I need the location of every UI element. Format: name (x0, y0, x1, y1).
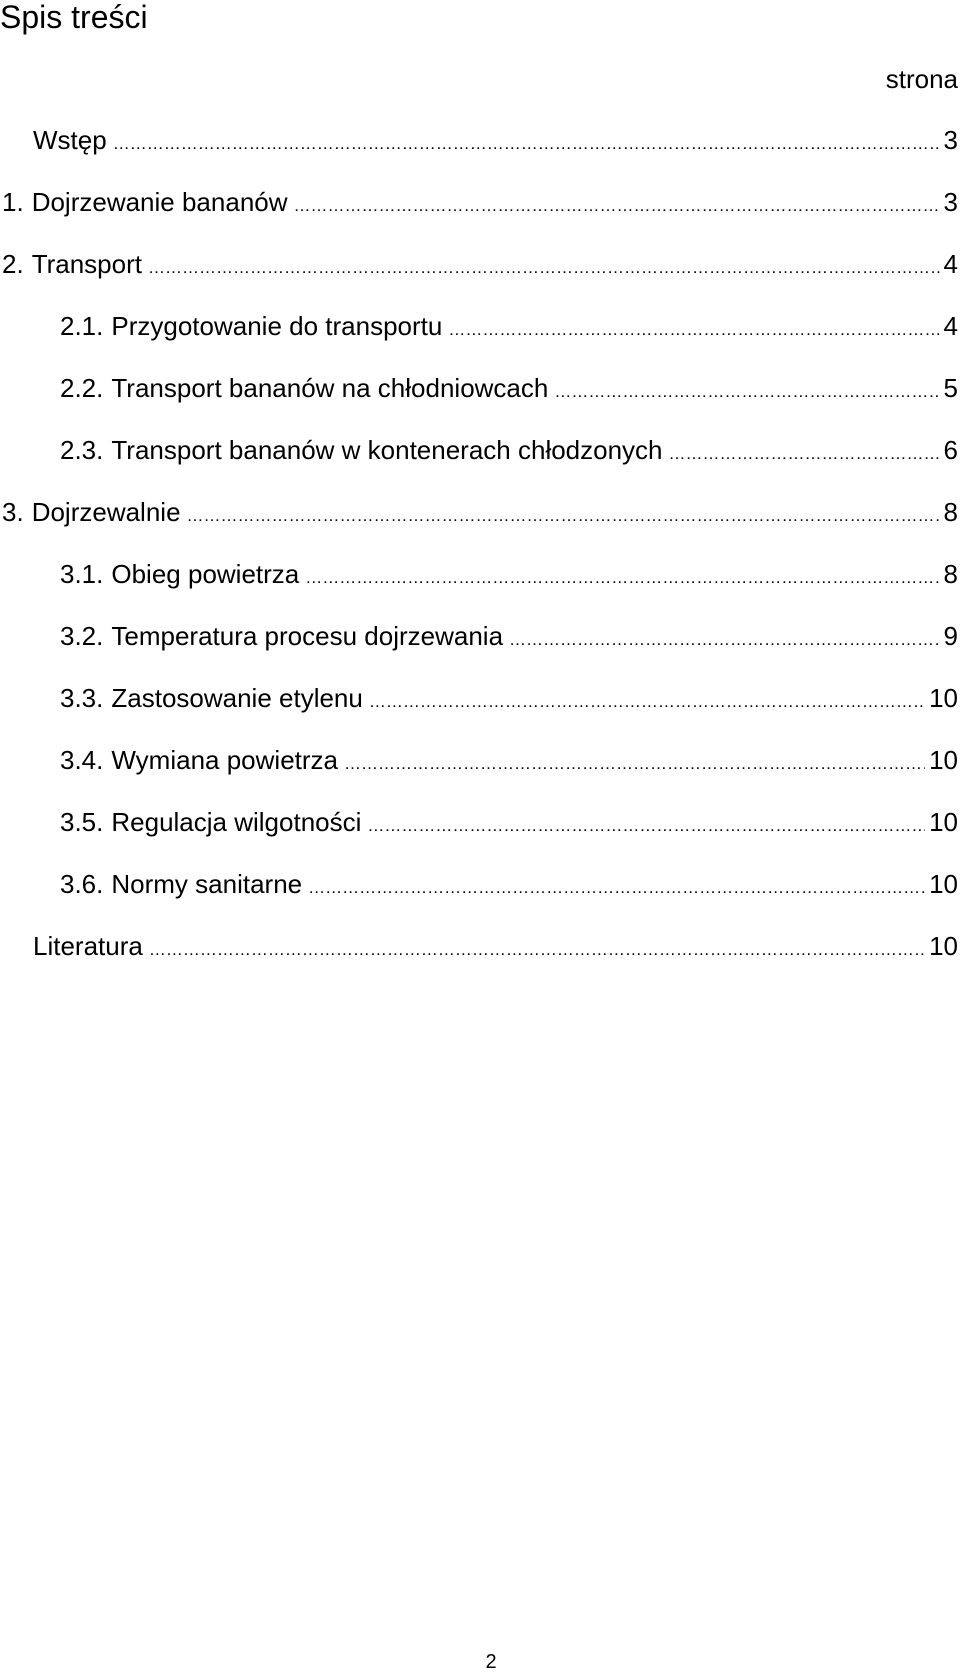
toc-entry-number: 3.5. (60, 807, 104, 837)
toc-entry-page: 3 (943, 125, 958, 155)
toc-dot-leader (367, 811, 925, 841)
toc-dot-leader (669, 439, 940, 469)
toc-dot-leader (448, 315, 939, 345)
toc-entry-3-3[interactable] (0, 683, 958, 745)
toc-entry-3-1[interactable] (0, 559, 958, 621)
toc-entry-number: 2.2. (60, 373, 104, 403)
toc-entry-label: Zastosowanie etylenu (111, 683, 363, 713)
toc-dot-leader (148, 253, 940, 283)
toc-entry-literatura[interactable] (0, 931, 958, 993)
toc-entry-page: 10 (929, 931, 958, 961)
toc-dot-leader (305, 563, 939, 593)
toc-entry-2-2[interactable] (0, 373, 958, 435)
toc-dot-leader (113, 129, 940, 159)
toc-dot-leader (294, 191, 940, 221)
toc-entry-page: 8 (943, 559, 958, 589)
toc-entry-3[interactable] (0, 497, 958, 559)
toc-entry-number: 3.1. (60, 559, 104, 589)
toc-entry-label: Wstęp (33, 125, 107, 155)
toc-entry-2-1[interactable] (0, 311, 958, 373)
toc-entry-label: Literatura (33, 931, 143, 961)
toc-title: Spis treści (0, 0, 148, 35)
toc-dot-leader (554, 377, 939, 407)
toc-entry-number: 3.3. (60, 683, 104, 713)
toc-entry-3-4[interactable] (0, 745, 958, 807)
toc-entry-number: 2.3. (60, 435, 104, 465)
toc-entry-page: 10 (929, 869, 958, 899)
toc-dot-leader (149, 935, 925, 965)
toc-entry-number: 2.1. (60, 311, 104, 341)
toc-entry-label: Transport bananów na chłodniowcach (111, 373, 549, 403)
page-number: 2 (485, 1651, 497, 1673)
toc-entry-page: 9 (943, 621, 958, 651)
toc-entry-wstep[interactable] (0, 125, 958, 187)
toc-entry-label: Transport bananów w kontenerach chłodzonych (111, 435, 663, 465)
toc-entry-page: 10 (929, 807, 958, 837)
toc-dot-leader (369, 687, 925, 717)
toc-entry-label: Wymiana powietrza (111, 745, 338, 775)
toc-entry-page: 10 (929, 683, 958, 713)
toc-entry-number: 3. (2, 497, 24, 527)
toc-entry-number: 1. (2, 187, 24, 217)
toc-entry-3-2[interactable] (0, 621, 958, 683)
toc-entry-page: 8 (943, 497, 958, 527)
toc-entry-page: 3 (943, 187, 958, 217)
table-of-contents (0, 125, 958, 993)
toc-entry-3-5[interactable] (0, 807, 958, 869)
toc-entry-2[interactable] (0, 249, 958, 311)
toc-entry-page: 6 (943, 435, 958, 465)
toc-entry-number: 3.6. (60, 869, 104, 899)
toc-dot-leader (344, 749, 925, 779)
toc-entry-label: Dojrzewalnie (31, 497, 181, 527)
toc-entry-label: Obieg powietrza (111, 559, 300, 589)
page-column-header: strona (885, 64, 958, 94)
toc-entry-page: 10 (929, 745, 958, 775)
toc-entry-number: 3.4. (60, 745, 104, 775)
toc-entry-3-6[interactable] (0, 869, 958, 931)
toc-dot-leader (308, 873, 925, 903)
toc-entry-label: Normy sanitarne (111, 869, 303, 899)
toc-entry-number: 2. (2, 249, 24, 279)
toc-dot-leader (509, 625, 940, 655)
toc-entry-number: 3.2. (60, 621, 104, 651)
toc-entry-label: Przygotowanie do transportu (111, 311, 443, 341)
toc-entry-label: Temperatura procesu dojrzewania (111, 621, 504, 651)
toc-entry-1[interactable] (0, 187, 958, 249)
toc-entry-label: Dojrzewanie bananów (31, 187, 288, 217)
toc-entry-page: 4 (943, 311, 958, 341)
toc-dot-leader (187, 501, 940, 531)
toc-entry-page: 5 (943, 373, 958, 403)
toc-entry-label: Transport (31, 249, 142, 279)
toc-entry-page: 4 (943, 249, 958, 279)
toc-entry-label: Regulacja wilgotności (111, 807, 362, 837)
toc-entry-2-3[interactable] (0, 435, 958, 497)
